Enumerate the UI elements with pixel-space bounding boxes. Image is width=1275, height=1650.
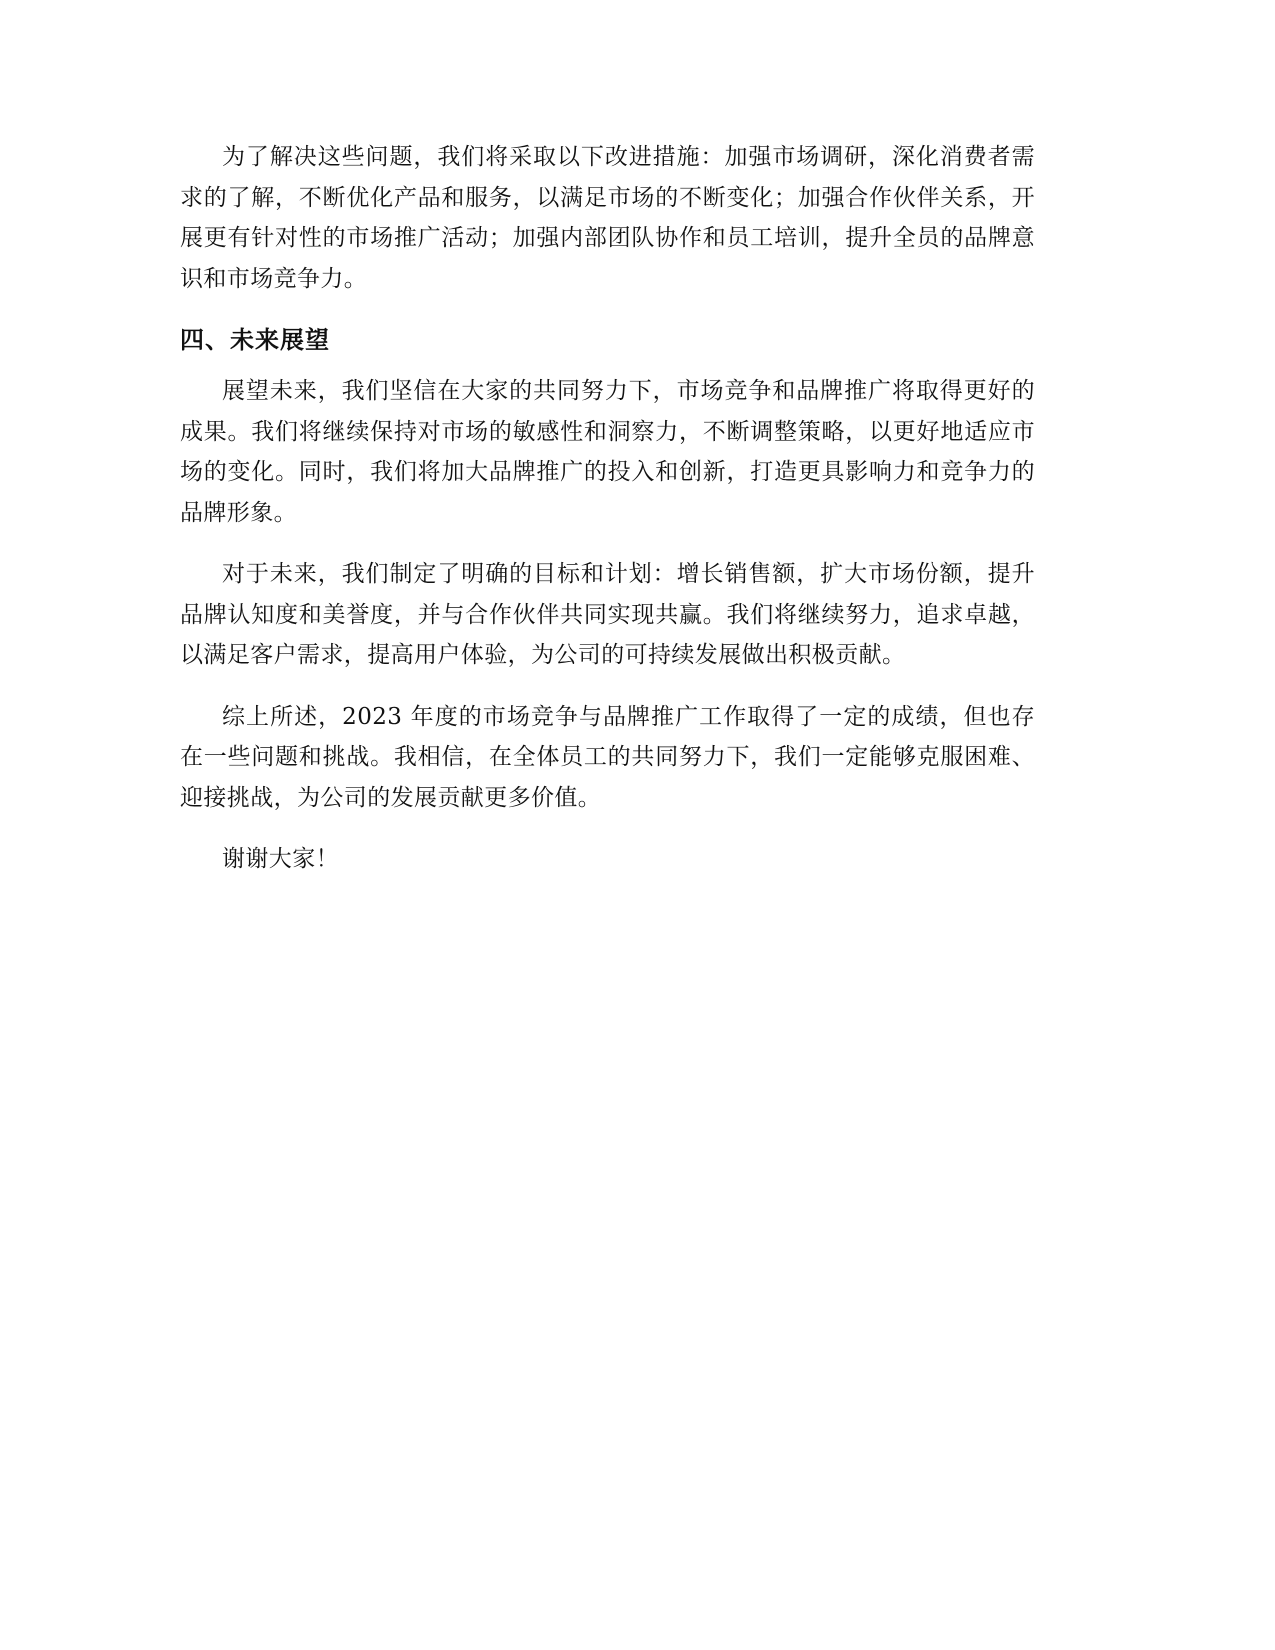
paragraph-improvement-measures: 为了解决这些问题，我们将采取以下改进措施：加强市场调研，深化消费者需求的了解，不断优化产品和服务，以满足市场的不断变化；加强合作伙伴关系，开展更有针对性的市场推广活动；加强内部团队协作和员工培训，提升全员的品牌意识和市场竞争力。 [180, 144, 1035, 292]
paragraph-summary: 综上所述，2023 年度的市场竞争与品牌推广工作取得了一定的成绩，但也存在一些问题和挑战。我相信，在全体员工的共同努力下，我们一定能够克服困难、迎接挑战，为公司的发展贡献更多价值。 [180, 703, 1035, 811]
paragraph-goals-and-plans: 对于未来，我们制定了明确的目标和计划：增长销售额，扩大市场份额，提升品牌认知度和美誉度，并与合作伙伴共同实现共赢。我们将继续努力，追求卓越，以满足客户需求，提高用户体验，为公司的可持续发展做出积极贡献。 [180, 561, 1035, 668]
closing-thanks: 谢谢大家！ [222, 846, 339, 872]
document-page [180, 137, 1035, 880]
paragraph-future-outlook: 展望未来，我们坚信在大家的共同努力下，市场竞争和品牌推广将取得更好的成果。我们将继续保持对市场的敏感性和洞察力，不断调整策略，以更好地适应市场的变化。同时，我们将加大品牌推广的投入和创新，打造更具影响力和竞争力的品牌形象。 [180, 378, 1035, 526]
section-heading-future-outlook: 四、未来展望 [180, 326, 330, 354]
